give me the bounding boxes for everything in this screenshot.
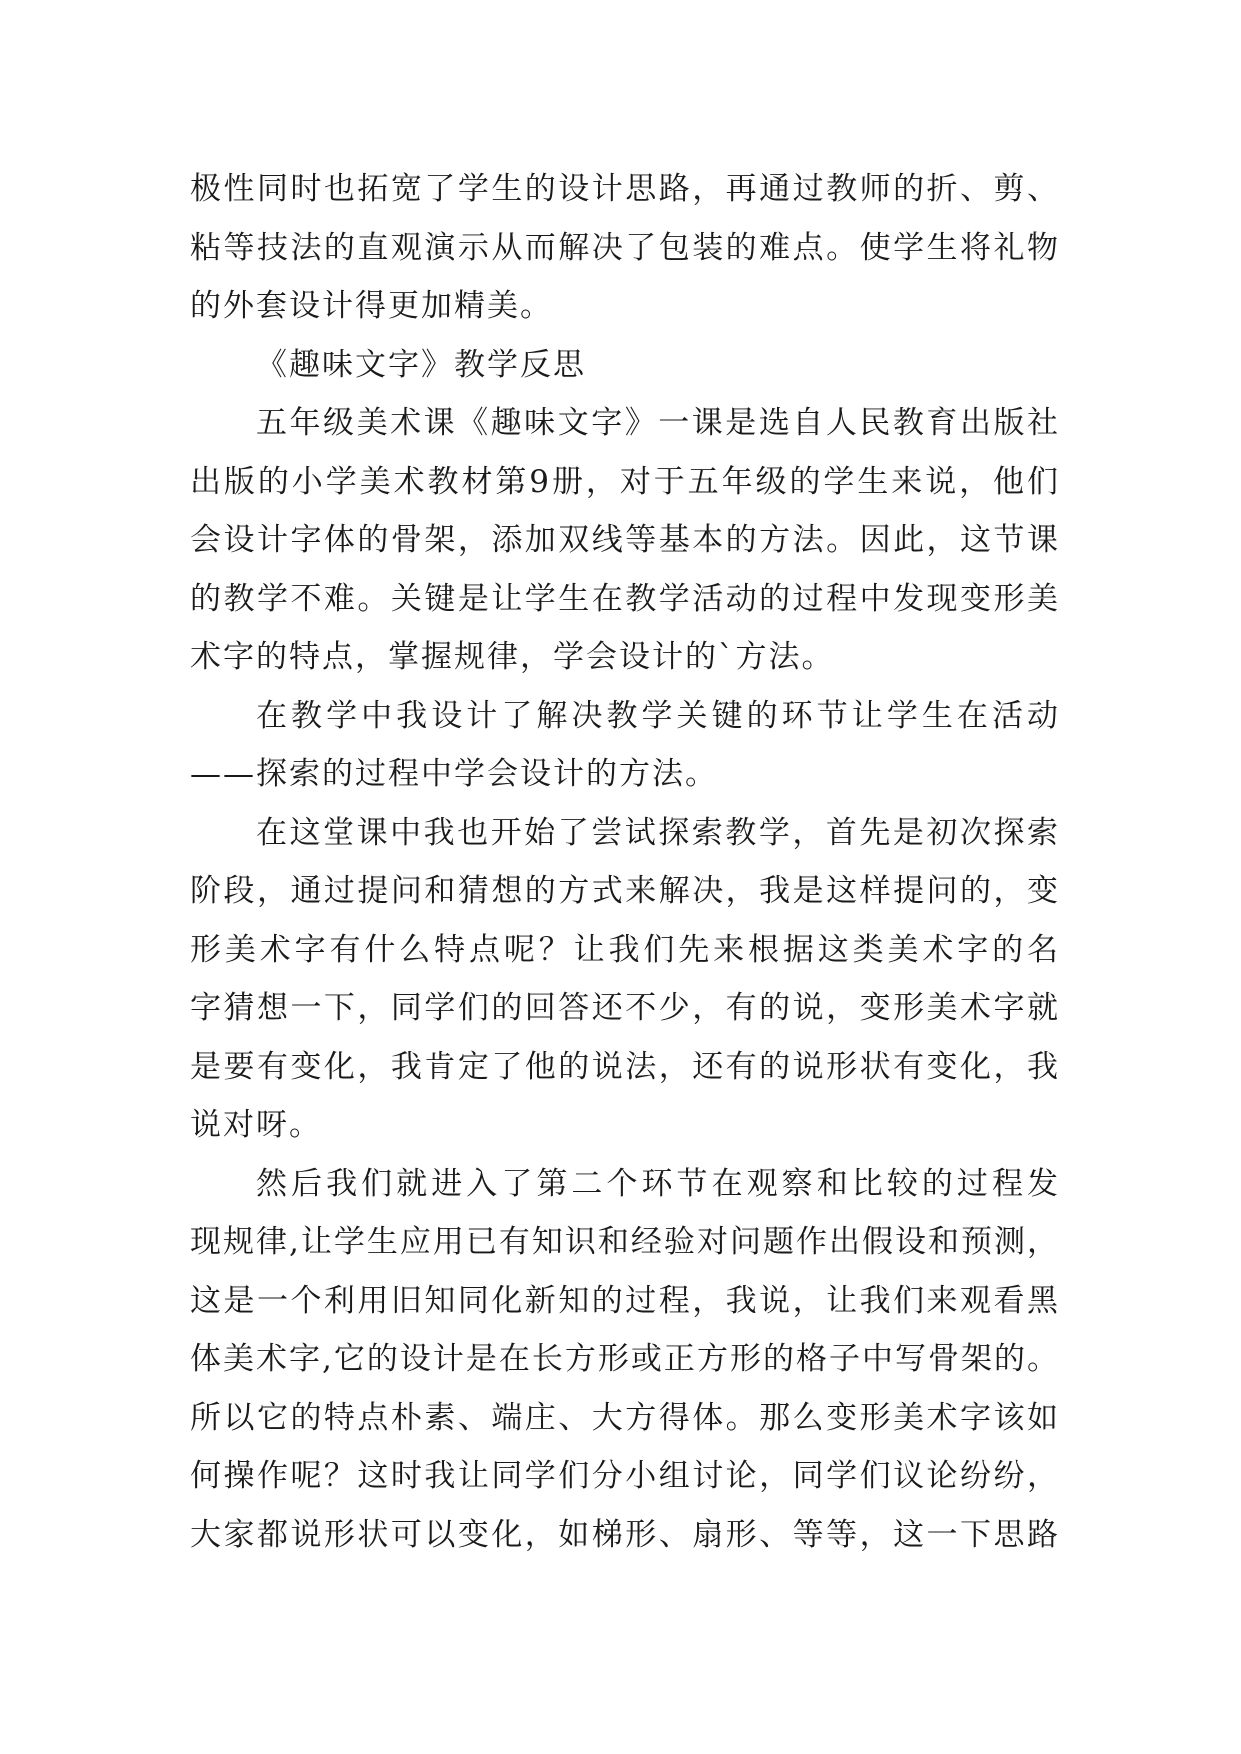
section-heading: 《趣味文字》教学反思 <box>256 346 586 383</box>
text-line: 说对呀。 <box>190 1107 322 1143</box>
text-line: 极性同时也拓宽了学生的设计思路，再通过教师的折、剪、 <box>190 171 1060 207</box>
text-line: 的外套设计得更加精美。 <box>190 288 553 324</box>
text-line: 五年级美术课《趣味文字》一课是选自人民教育出版社 <box>256 405 1060 441</box>
text-line: 会设计字体的骨架，添加双线等基本的方法。因此，这节课 <box>190 522 1060 558</box>
text-line: 形美术字有什么特点呢？让我们先来根据这类美术字的名 <box>190 931 1060 968</box>
text-line: 然后我们就进入了第二个环节在观察和比较的过程发 <box>256 1165 1060 1202</box>
text-line: ——探索的过程中学会设计的方法。 <box>190 756 718 792</box>
document-body <box>190 160 1060 1564</box>
text-line: 在教学中我设计了解决教学关键的环节让学生在活动 <box>256 697 1060 734</box>
text-line: 术字的特点，掌握规律，学会设计的`方法。 <box>190 639 835 675</box>
text-line: 大家都说形状可以变化，如梯形、扇形、等等，这一下思路 <box>190 1516 1060 1553</box>
text-line: 出版的小学美术教材第9册，对于五年级的学生来说，他们 <box>190 463 1060 500</box>
text-line: 这是一个利用旧知同化新知的过程，我说，让我们来观看黑 <box>190 1282 1060 1319</box>
text-line: 的教学不难。关键是让学生在教学活动的过程中发现变形美 <box>190 580 1060 617</box>
text-line: 体美术字,它的设计是在长方形或正方形的格子中写骨架的。 <box>190 1341 1060 1377</box>
text-line: 何操作呢？这时我让同学们分小组讨论，同学们议论纷纷， <box>190 1458 1060 1494</box>
text-line: 所以它的特点朴素、端庄、大方得体。那么变形美术字该如 <box>190 1399 1060 1436</box>
text-line: 粘等技法的直观演示从而解决了包装的难点。使学生将礼物 <box>190 229 1060 266</box>
text-line: 是要有变化，我肯定了他的说法，还有的说形状有变化，我 <box>190 1048 1060 1085</box>
text-line: 字猜想一下，同学们的回答还不少，有的说，变形美术字就 <box>190 990 1060 1026</box>
text-line: 现规律,让学生应用已有知识和经验对问题作出假设和预测， <box>190 1224 1060 1260</box>
text-line: 阶段，通过提问和猜想的方式来解决，我是这样提问的，变 <box>190 873 1060 909</box>
text-line: 在这堂课中我也开始了尝试探索教学，首先是初次探索 <box>256 814 1060 851</box>
